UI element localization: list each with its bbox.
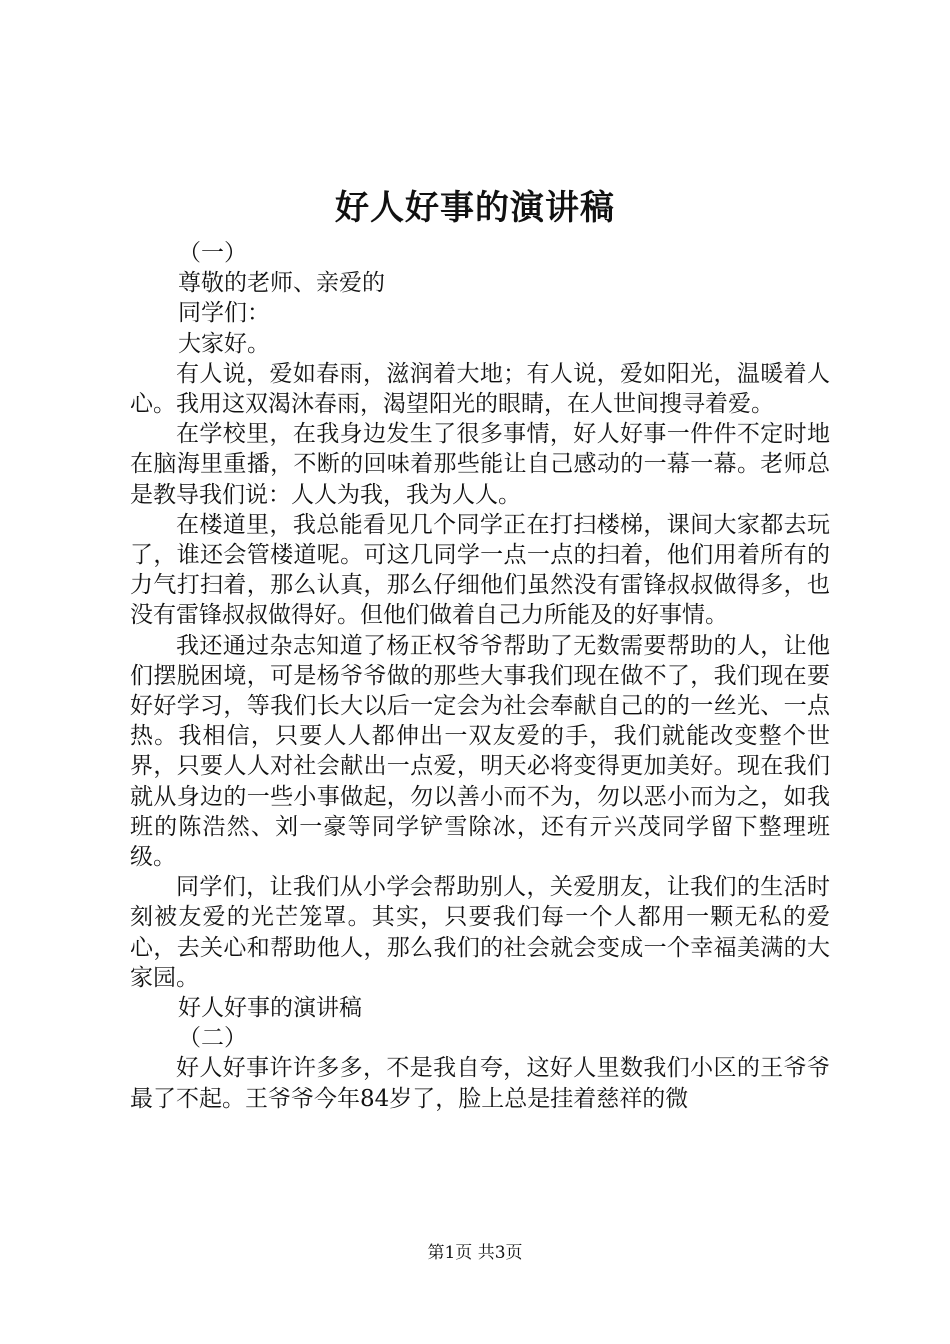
document-body bbox=[130, 238, 830, 1114]
salutation-line: 同学们： bbox=[178, 300, 270, 327]
section-heading: （一） bbox=[178, 240, 247, 266]
section-heading: （二） bbox=[178, 1025, 247, 1052]
body-paragraph: 我还通过杂志知道了杨正权爷爷帮助了无数需要帮助的人，让他们摆脱困境，可是杨爷爷做的那些大事我们现在做不了，我们现在要好好学习，等我们长大以后一定会为社会奉献自己的的一丝光、一点热。我相信，只要人人都伸出一双友爱的手，我们就能改变整个世界，只要人人对社会献出一点爱，明天必将变得更加美好。现在我们就从身边的一些小事做起，勿以善小而不为，勿以恶小而为之，如我班的陈浩然、刘一豪等同学铲雪除冰，还有亓兴茂同学留下整理班级。 bbox=[130, 632, 830, 871]
body-paragraph: 在学校里，在我身边发生了很多事情，好人好事一件件不定时地在脑海里重播，不断的回味着那些能让自己感动的一幕一幕。老师总是教导我们说：人人为我，我为人人。 bbox=[130, 421, 830, 508]
body-paragraph: 好人好事许许多多，不是我自夸，这好人里数我们小区的王爷爷最了不起。王爷爷今年84岁了，脸上总是挂着慈祥的微 bbox=[130, 1055, 830, 1112]
body-paragraph: 有人说，爱如春雨，滋润着大地；有人说，爱如阳光，温暖着人心。我用这双渴沐春雨，渴望阳光的眼睛，在人世间搜寻着爱。 bbox=[130, 360, 830, 418]
page-footer: 第1页 共3页 bbox=[427, 1243, 523, 1263]
greeting-line: 大家好。 bbox=[178, 330, 270, 357]
body-paragraph: 同学们，让我们从小学会帮助别人，关爱朋友，让我们的生活时刻被友爱的光芒笼罩。其实，只要我们每一个人都用一颗无私的爱心，去关心和帮助他人，那么我们的社会就会变成一个幸福美满的大家园。 bbox=[130, 874, 830, 991]
salutation-line: 尊敬的老师、亲爱的 bbox=[178, 270, 385, 297]
body-paragraph: 在楼道里，我总能看见几个同学正在打扫楼梯，课间大家都去玩了，谁还会管楼道呢。可这几同学一点一点的扫着，他们用着所有的力气打扫着，那么认真，那么仔细他们虽然没有雷锋叔叔做得多，也没有雷锋叔叔做得好。但他们做着自己力所能及的好事情。 bbox=[130, 511, 830, 629]
document-title: 好人好事的演讲稿 bbox=[335, 188, 615, 228]
subtitle-line: 好人好事的演讲稿 bbox=[178, 995, 362, 1022]
